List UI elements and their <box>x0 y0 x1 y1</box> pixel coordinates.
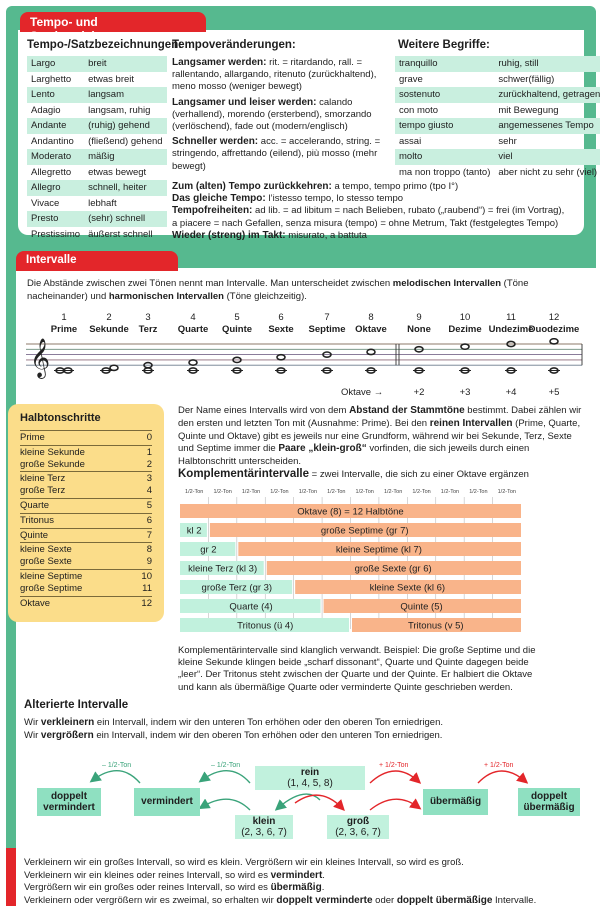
halbton-group <box>20 430 152 445</box>
tempo-terms-heading: Tempo-/Satzbezeichnungen: <box>27 39 183 51</box>
interval-name: Quarte <box>177 323 209 335</box>
halbton-row <box>20 459 152 471</box>
tempo-change-item <box>172 57 387 94</box>
half-tone-label: 1/2-Ton <box>412 489 431 495</box>
interval-name: kleine Septime <box>20 570 83 582</box>
interval-name: Terz <box>138 323 158 335</box>
term-row <box>27 196 167 212</box>
text: ein Intervall, indem wir den oberen Ton erhöhen oder den unteren Ton erniedrigen. <box>93 729 443 741</box>
half-tone-label: 1/2-Ton <box>241 489 261 495</box>
halbton-row <box>20 556 152 568</box>
term: Prestissimo <box>31 228 81 240</box>
box-vermindert <box>134 788 200 816</box>
half-tone-label: 1/2-Ton <box>383 489 403 495</box>
term-row <box>27 165 167 181</box>
interval-name: Prime <box>20 432 45 443</box>
complement-chart <box>176 484 526 634</box>
whole-note <box>550 339 558 344</box>
box-rein <box>255 766 365 790</box>
change-text: rit. = ritardando, rall. = rallentando, allargando, ritenuto (zurückhaltend), meno mosso (weniger bewegt) <box>172 57 377 93</box>
semitone-count: 0 <box>146 432 152 443</box>
term: assai <box>399 135 422 147</box>
term: ma non troppo (tanto) <box>399 166 491 178</box>
further-terms-table <box>395 56 600 180</box>
interval-name-paragraph <box>178 405 588 469</box>
term-row <box>27 118 167 134</box>
summary-text: Verkleinern wir ein kleines oder reines Intervall, so wird es <box>24 869 271 881</box>
interval-name: Sekunde <box>89 323 129 335</box>
semitone-count: 9 <box>146 556 152 568</box>
semitone-count: 8 <box>146 544 152 556</box>
box-label: vermindert <box>141 796 193 808</box>
semitone-count: 7 <box>146 529 152 541</box>
halbton-group <box>20 471 152 498</box>
complement-right-label: große Sexte (gr 6) <box>354 563 432 575</box>
altered-summary <box>24 857 594 907</box>
meaning: langsam, ruhig <box>88 104 151 116</box>
complement-left-label: Quarte (4) <box>229 601 273 613</box>
meaning: etwas breit <box>88 73 135 85</box>
box-sub: (1, 4, 5, 8) <box>287 778 333 789</box>
tempo-terms-table <box>27 56 167 242</box>
summary-line <box>24 870 594 883</box>
para-text: vorfinden, die sich jeweils durch einen Halbtonschritt unterscheiden. <box>178 443 530 468</box>
para-text: (Prime, Quarte, Quinte und Oktave) gibt es jeweils nur eine Grundform, während wir bei Sekunde, Terz, Sexte und Septime immer die <box>178 417 581 455</box>
box-klein <box>235 815 293 839</box>
halbton-row <box>20 432 152 444</box>
meaning: ruhig, still <box>494 56 600 72</box>
meaning: mit Bewegung <box>498 104 559 116</box>
whole-note <box>189 360 197 365</box>
halbton-row <box>20 583 152 595</box>
interval-name: kleine Sekunde <box>20 446 85 458</box>
tempo-change-item <box>172 97 387 134</box>
term: Allegro <box>27 180 84 196</box>
term-row <box>27 134 167 150</box>
summary-bold: doppelt verminderte <box>276 894 373 906</box>
half-tone-label: 1/2-Ton <box>469 489 488 495</box>
octave-label: Oktave → <box>341 387 384 398</box>
intervalle-section-tab: Intervalle <box>16 251 178 271</box>
halbton-group <box>20 513 152 528</box>
term: con moto <box>399 104 439 116</box>
term-row <box>27 149 167 165</box>
altered-line-1 <box>24 717 584 730</box>
summary-line <box>24 882 594 895</box>
text: Wir <box>24 729 41 741</box>
rule-text: l’istesso tempo, lo stesso tempo <box>265 193 404 205</box>
complement-subtitle: = zwei Intervalle, die sich zu einer Oktave ergänzen <box>309 469 529 480</box>
bold-vergroessern: vergrößern <box>40 729 94 741</box>
interval-name: Septime <box>308 323 346 335</box>
semitone-count: 10 <box>141 570 152 582</box>
box-uebermaessig <box>423 789 488 815</box>
halbton-row <box>20 530 152 542</box>
interval-number: 3 <box>145 312 151 323</box>
semitone-count: 6 <box>146 514 152 526</box>
whole-note <box>367 349 375 354</box>
interval-name: Quinte <box>221 323 253 335</box>
tempo-changes <box>172 57 387 176</box>
summary-text: oder <box>372 894 397 906</box>
left-red-bar <box>6 848 16 906</box>
interval-name: Oktave <box>20 597 51 609</box>
para-text: bestimmt. Dabei zählen wir den ersten und letzten Ton mit (Ausnahme: Prime). Bei den <box>178 405 582 429</box>
term: Moderato <box>27 149 84 165</box>
term: Lento <box>27 87 84 103</box>
term: sostenuto <box>395 87 494 103</box>
box-label: doppelt <box>50 790 88 802</box>
meaning: lebhaft <box>88 197 117 209</box>
interval-number: 10 <box>459 312 471 323</box>
meaning: mäßig <box>84 149 166 165</box>
term-row <box>27 87 167 103</box>
interval-name: Prime <box>50 323 78 335</box>
meaning: äußerst schnell <box>88 228 153 240</box>
term: Presto <box>27 211 84 227</box>
term-row <box>395 134 600 150</box>
half-tone-label: 1/2-Ton <box>298 489 318 495</box>
interval-labels <box>30 312 590 340</box>
tempo-other-rules <box>172 181 572 242</box>
interval-label <box>524 312 584 335</box>
interval-name: Sexte <box>268 323 294 335</box>
change-label: Langsamer und leiser werden: <box>172 96 317 108</box>
term-row <box>395 103 600 119</box>
interval-name: Duodezime <box>528 323 580 335</box>
complement-right-label: kleine Sexte (kl 6) <box>369 582 446 594</box>
halbton-row <box>20 598 152 610</box>
summary-text: Vergrößern wir ein großes oder reines Intervall, so wird es <box>24 882 271 894</box>
tempo-rule-item <box>172 230 572 242</box>
interval-number: 11 <box>506 312 516 323</box>
half-tone-label: 1/2-Ton <box>213 489 232 495</box>
octave-offset: +3 <box>459 387 471 398</box>
interval-number: 5 <box>234 312 240 323</box>
intervalle-intro <box>27 277 587 303</box>
rule-label: Tempofreiheiten: <box>172 205 253 217</box>
interval-number: 6 <box>278 312 284 323</box>
box-doppelt-vermindert <box>37 788 101 816</box>
term-row <box>395 118 600 134</box>
complement-note: Komplementärintervalle sind klanglich verwandt. Beispiel: Die große Septime und die kleine Sekunde klingen beide „scharf dissonant“, Quarte und Quinte dagegen beide „leer“. Der Tritonus steht zwischen der Quarte und der Quinte. Er halbiert die Oktave und kann als übermäßige Quarte oder verminderte Quinte geschrieben werden. <box>178 645 536 693</box>
complement-heading <box>178 468 529 480</box>
para-bold: Paare „klein-groß“ <box>278 443 367 455</box>
half-tone-label: 1/2-Ton <box>185 489 204 495</box>
halbton-group <box>20 528 152 543</box>
interval-name: große Sexte <box>20 556 72 568</box>
halbton-title: Halbtonschritte <box>20 412 101 424</box>
octave-bar-label: Oktave (8) = 12 Halbtöne <box>297 506 404 518</box>
interval-number: 2 <box>106 312 112 323</box>
tempo-rule-item <box>172 205 572 229</box>
summary-bold: vermindert <box>270 869 323 881</box>
para-bold: reinen Intervallen <box>429 417 513 429</box>
halbton-group <box>20 498 152 513</box>
half-tone-label: 1/2-Ton <box>440 489 460 495</box>
term-row <box>27 56 167 72</box>
interval-name: Tritonus <box>20 514 54 526</box>
music-staff <box>20 338 590 400</box>
interval-number: 8 <box>368 312 374 323</box>
interval-name: Undezime <box>488 323 534 335</box>
para-text: Der Name eines Intervalls wird von dem <box>178 405 350 416</box>
whole-note <box>110 365 118 370</box>
term-row <box>27 227 167 243</box>
halbton-row <box>20 485 152 497</box>
complement-left-label: große Terz (gr 3) <box>201 582 273 594</box>
octave-offset: +2 <box>413 387 425 398</box>
interval-number: 7 <box>324 312 330 323</box>
tempo-section-tab: Tempo- und Satzbezeichnungen <box>20 12 206 32</box>
summary-text: Intervalle. <box>492 894 537 906</box>
meaning: schwer(fällig) <box>498 73 555 85</box>
meaning: aber nicht zu sehr (viel) <box>498 166 598 178</box>
rule-text: ad lib. = ad libitum = nach Belieben, rubato („raubend“) = frei (im Vortrag), a piacere = nach Gefallen, senza misura (tempo) = ohne Metrum, Takt (festgelegtes Tempo) <box>172 205 565 229</box>
increase-arrow-icon <box>295 795 342 808</box>
half-tone-label: 1/2-Ton <box>270 489 289 495</box>
intro-text: (Töne gleichzeitig). <box>223 291 307 302</box>
whole-note <box>461 344 469 349</box>
term: tempo giusto <box>395 118 494 134</box>
term: Largo <box>27 56 84 72</box>
summary-text: . <box>322 869 325 881</box>
semitone-count: 1 <box>146 446 152 458</box>
box-label: übermäßig <box>523 802 575 813</box>
interval-name: Dezime <box>448 323 482 335</box>
semitone-count: 12 <box>141 597 152 609</box>
tempo-changes-heading: Tempoveränderungen: <box>172 39 296 51</box>
decrease-arrow-icon <box>202 771 250 783</box>
term-row <box>395 56 600 72</box>
tempo-rule-item <box>172 193 572 205</box>
interval-name: große Sekunde <box>20 458 85 470</box>
box-label: vermindert <box>43 802 95 813</box>
complement-right-label: kleine Septime (kl 7) <box>335 544 422 556</box>
interval-name: große Septime <box>20 582 83 594</box>
interval-number: 1 <box>61 312 67 323</box>
change-label: Schneller werden: <box>172 136 259 148</box>
change-label: Langsamer werden: <box>172 57 267 68</box>
text: Wir <box>24 717 41 728</box>
interval-number: 9 <box>416 312 422 323</box>
meaning: viel <box>494 149 600 165</box>
tempo-rule-item <box>172 181 572 193</box>
box-sub: (2, 3, 6, 7) <box>335 827 381 838</box>
plus-half-tone-label: + 1/2-Ton <box>484 762 514 769</box>
rule-label: Das gleiche Tempo: <box>172 193 266 205</box>
altered-line-2 <box>24 730 584 743</box>
term: Andantino <box>31 135 74 147</box>
half-tone-label: 1/2-Ton <box>355 489 374 495</box>
meaning: zurückhaltend, getragen <box>494 87 600 103</box>
octave-offset: +4 <box>505 387 517 398</box>
term: Allegretto <box>31 166 72 178</box>
halbton-row <box>20 447 152 459</box>
increase-arrow-icon <box>478 771 525 783</box>
interval-name: kleine Sexte <box>20 544 72 556</box>
term-row <box>27 180 167 196</box>
term-row <box>27 72 167 88</box>
box-label: übermäßig <box>429 796 482 808</box>
meaning: (ruhig) gehend <box>84 118 166 134</box>
octave-offset: +5 <box>548 387 560 398</box>
summary-text: Verkleinern wir ein großes Intervall, so wird es klein. Vergrößern wir ein kleines Intervall, so wird es groß. <box>24 857 464 868</box>
treble-clef-icon: 𝄞 <box>30 338 51 379</box>
term: grave <box>399 73 423 85</box>
interval-name: Quarte <box>20 499 50 511</box>
summary-text: Verkleinern oder vergrößern wir es zweimal, so erhalten wir <box>24 894 277 906</box>
change-text: calando (verhallend), morendo (ersterbend), smorzando (verlöschend), fade out (modern/englisch) <box>172 96 372 133</box>
meaning: (sehr) schnell <box>84 211 166 227</box>
meaning: breit <box>84 56 166 72</box>
change-text: acc. = accelerando, string. = stringendo, affrettando (eilend), più mosso (mehr bewegt) <box>172 136 381 172</box>
plus-half-tone-label: + 1/2-Ton <box>379 762 409 769</box>
meaning: (fließend) gehend <box>88 135 163 147</box>
halbton-group <box>20 569 152 596</box>
summary-line <box>24 857 594 870</box>
complement-left-label: Tritonus (ü 4) <box>237 620 294 632</box>
interval-name: Quinte <box>20 529 48 541</box>
term: Andante <box>27 118 84 134</box>
altered-heading: Alterierte Intervalle <box>24 699 129 711</box>
semitone-count: 4 <box>146 485 152 497</box>
half-tone-label: 1/2-Ton <box>497 489 516 495</box>
summary-bold: doppelt übermäßige <box>396 894 493 906</box>
increase-arrow-icon <box>370 771 418 783</box>
term: Vivace <box>31 197 60 209</box>
summary-text: . <box>321 882 325 894</box>
halbtonschritte-box <box>8 404 164 622</box>
halbton-row <box>20 571 152 583</box>
interval-name: große Terz <box>20 485 66 497</box>
para-bold: Abstand der Stammtöne <box>349 405 465 416</box>
complement-left-label: gr 2 <box>200 544 217 556</box>
term-row <box>395 72 600 88</box>
interval-name: kleine Terz <box>20 473 66 485</box>
term: tranquillo <box>395 56 494 72</box>
box-label: groß <box>346 815 370 827</box>
summary-line <box>24 895 594 908</box>
complement-left-label: kl 2 <box>186 525 202 537</box>
bold-verkleinern: verkleinern <box>40 717 95 728</box>
complement-right-label: Quinte (5) <box>400 601 443 613</box>
box-sub: (2, 3, 6, 7) <box>241 827 287 838</box>
decrease-arrow-icon <box>202 799 250 810</box>
halbton-row <box>20 473 152 485</box>
halbton-row <box>20 544 152 556</box>
rule-label: Zum (alten) Tempo zurückkehren: <box>172 181 332 192</box>
complement-title: Komplementärintervalle <box>178 468 310 480</box>
rule-label: Wieder (streng) im Takt: <box>172 229 286 241</box>
term-row <box>27 103 167 119</box>
minus-half-tone-label: – 1/2-Ton <box>211 762 241 769</box>
further-terms-heading: Weitere Begriffe: <box>398 39 490 51</box>
halbton-row <box>20 515 152 527</box>
interval-number: 12 <box>548 312 560 323</box>
semitone-count: 5 <box>146 499 152 511</box>
halbton-group <box>20 596 152 611</box>
interval-name: Oktave <box>355 323 387 335</box>
term-row <box>27 211 167 227</box>
halbton-row <box>20 500 152 512</box>
box-doppelt-uebermaessig <box>518 788 580 816</box>
complement-right-label: Tritonus (v 5) <box>407 620 464 632</box>
meaning: sehr <box>498 135 517 147</box>
semitone-count: 3 <box>146 473 152 485</box>
half-tone-label: 1/2-Ton <box>327 489 346 495</box>
meaning: langsam <box>84 87 166 103</box>
meaning: angemessenes Tempo <box>494 118 600 134</box>
intro-text: Die Abstände zwischen zwei Tönen nennt man Intervalle. Man unterscheidet zwischen <box>27 278 393 289</box>
intro-bold-harmonic: harmonischen Intervallen <box>108 291 224 302</box>
semitone-count: 2 <box>146 458 152 470</box>
intro-text: (Töne nacheinander) und <box>27 278 529 302</box>
minus-half-tone-label: – 1/2-Ton <box>102 762 132 769</box>
term-row <box>395 165 600 181</box>
box-label: rein <box>300 766 320 778</box>
term: Adagio <box>31 104 61 116</box>
intro-bold-melodic: melodischen Intervallen <box>392 278 502 289</box>
rule-text: a tempo, tempo primo (tpo I°) <box>331 181 459 192</box>
box-label: klein <box>252 815 276 827</box>
interval-name: None <box>407 323 431 335</box>
term: molto <box>395 149 494 165</box>
rule-text: misurato, a battuta <box>285 229 367 241</box>
semitone-count: 11 <box>142 582 152 594</box>
box-label: doppelt <box>530 790 568 802</box>
complement-left-label: kleine Terz (kl 3) <box>188 563 258 575</box>
interval-number: 4 <box>190 312 196 323</box>
halbton-group <box>20 445 152 472</box>
summary-bold: übermäßig <box>270 882 322 894</box>
meaning: schnell, heiter <box>84 180 166 196</box>
meaning: etwas bewegt <box>88 166 147 178</box>
term-row <box>395 149 600 165</box>
decrease-arrow-icon <box>93 771 140 783</box>
tempo-change-item <box>172 136 387 173</box>
term: Larghetto <box>31 73 72 85</box>
term-row <box>395 87 600 103</box>
box-gross <box>327 815 389 839</box>
halbton-group <box>20 542 152 569</box>
increase-arrow-icon <box>370 799 418 810</box>
altered-rules <box>24 717 584 742</box>
text: ein Intervall, indem wir den unteren Ton erhöhen oder den oberen Ton erniedrigen. <box>94 717 444 728</box>
whole-note <box>277 355 285 360</box>
complement-right-label: große Septime (gr 7) <box>320 525 409 537</box>
halbton-list <box>20 430 152 610</box>
